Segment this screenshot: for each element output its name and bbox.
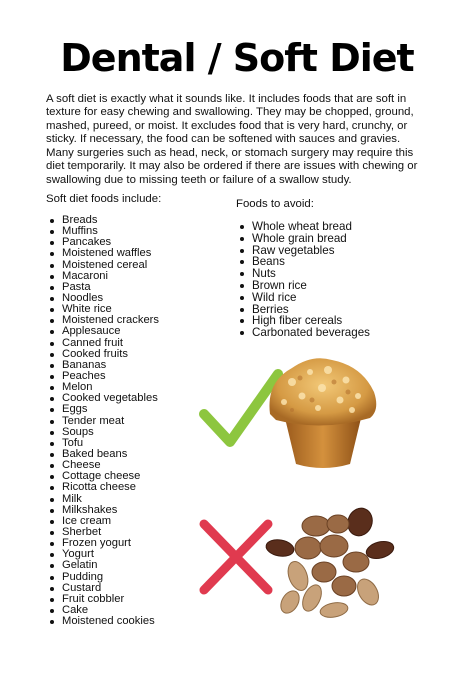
soft-item: Yogurt — [46, 549, 159, 560]
soft-item: Melon — [46, 382, 159, 393]
soft-item: Soups — [46, 427, 159, 438]
avoid-foods-heading: Foods to avoid: — [236, 198, 314, 210]
avoid-item: Raw vegetables — [236, 245, 370, 257]
soft-item: Pudding — [46, 572, 159, 583]
soft-item: Cottage cheese — [46, 471, 159, 482]
soft-item: Moistened cookies — [46, 616, 159, 627]
soft-item: Ricotta cheese — [46, 482, 159, 493]
avoid-item: Wild rice — [236, 292, 370, 304]
soft-item: Eggs — [46, 404, 159, 415]
soft-item: Gelatin — [46, 560, 159, 571]
soft-item: Cheese — [46, 460, 159, 471]
soft-item: Milk — [46, 494, 159, 505]
soft-foods-list — [46, 215, 159, 627]
surgery-paragraph: Many surgeries such as head, neck, or stomach surgery may require this diet temporarily. It may also be ordered if there are issues with chewing or swallowing due to missing teeth or failure of a swallow study. — [46, 147, 418, 186]
soft-item: Tofu — [46, 438, 159, 449]
avoid-item: Nuts — [236, 268, 370, 280]
avoid-item: Whole wheat bread — [236, 221, 370, 233]
soft-item: Moistened cereal — [46, 260, 159, 271]
soft-item: Cake — [46, 605, 159, 616]
page-title: Dental / Soft Diet — [60, 36, 414, 80]
soft-item: Pancakes — [46, 237, 159, 248]
soft-item: Bananas — [46, 360, 159, 371]
avoid-foods-list — [236, 221, 370, 339]
soft-item: Tender meat — [46, 416, 159, 427]
soft-item: Fruit cobbler — [46, 594, 159, 605]
soft-item: Noodles — [46, 293, 159, 304]
soft-item: Macaroni — [46, 271, 159, 282]
soft-item: Ice cream — [46, 516, 159, 527]
soft-item: Canned fruit — [46, 338, 159, 349]
soft-item: White rice — [46, 304, 159, 315]
soft-item: Muffins — [46, 226, 159, 237]
soft-item: Custard — [46, 583, 159, 594]
soft-item: Milkshakes — [46, 505, 159, 516]
muffin-image — [262, 352, 384, 474]
soft-item: Baked beans — [46, 449, 159, 460]
nuts-image — [264, 502, 398, 626]
soft-item: Pasta — [46, 282, 159, 293]
avoid-item: Beans — [236, 256, 370, 268]
avoid-item: Berries — [236, 304, 370, 316]
soft-item: Breads — [46, 215, 159, 226]
soft-item: Cooked vegetables — [46, 393, 159, 404]
avoid-item: Brown rice — [236, 280, 370, 292]
soft-item: Moistened waffles — [46, 248, 159, 259]
soft-item: Applesauce — [46, 326, 159, 337]
soft-item: Peaches — [46, 371, 159, 382]
avoid-item: Whole grain bread — [236, 233, 370, 245]
avoid-item: High fiber cereals — [236, 315, 370, 327]
soft-item: Frozen yogurt — [46, 538, 159, 549]
soft-item: Cooked fruits — [46, 349, 159, 360]
soft-item: Sherbet — [46, 527, 159, 538]
avoid-item: Carbonated beverages — [236, 327, 370, 339]
soft-foods-heading: Soft diet foods include: — [46, 193, 162, 205]
intro-paragraph: A soft diet is exactly what it sounds like. It includes foods that are soft in texture for easy chewing and swallowing. They may be chopped, ground, mashed, pureed, or moist. It excludes food that is very hard, crunchy, or sticky. If necessary, the food can be softened with sauces and gravies. — [46, 93, 414, 145]
soft-item: Moistened crackers — [46, 315, 159, 326]
